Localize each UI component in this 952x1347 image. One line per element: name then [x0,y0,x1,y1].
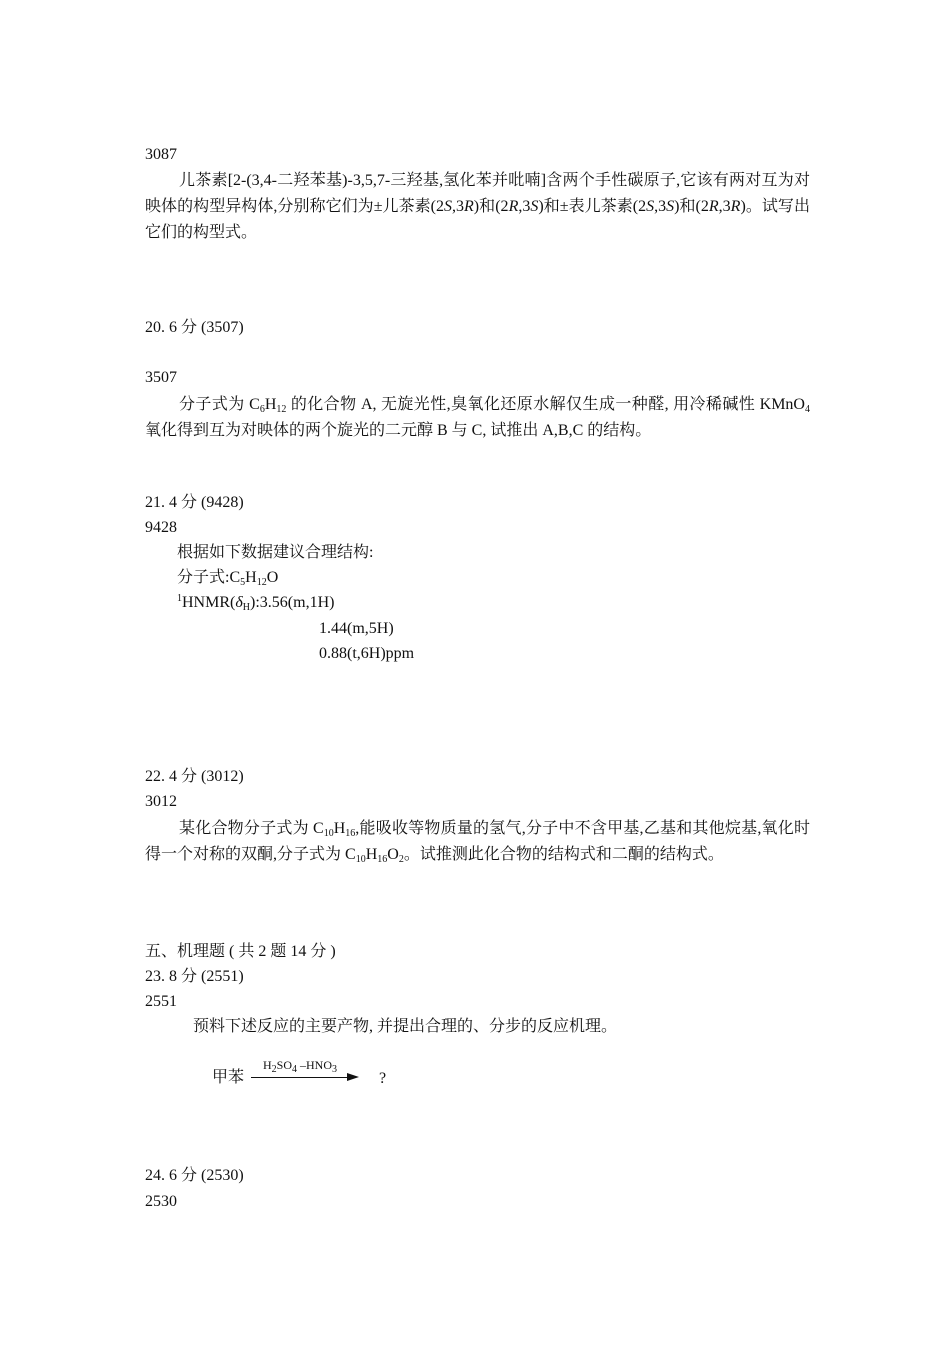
question-id-3012: 3012 [145,793,177,810]
nmr-peak-1: 3.56(m,1H) [259,594,335,611]
molecular-formula: 分子式$:C_5H_{12}O$ [177,569,279,588]
question-id-3507: 3507 [145,369,177,386]
arrow-head-icon [347,1073,359,1081]
reaction-reagents: $H_2SO_4$ $-HNO_3$ [263,1058,338,1075]
question-23-text: 预料下述反应的主要产物, 并提出合理的、分步的反应机理。 [193,1018,618,1035]
question-id-9428: 9428 [145,519,177,536]
nmr-peak-3: 0.88(t,6H)ppm [319,645,415,662]
question-20-header: 20. 6 分 (3507) [145,319,244,336]
arrow-shaft [251,1077,349,1078]
question-24-header: 24. 6 分 (2530) [145,1167,244,1184]
question-id-2530: 2530 [145,1193,177,1210]
nmr-peak-2: 1.44(m,5H) [319,620,394,637]
question-21-header: 21. 4 分 (9428) [145,494,244,511]
reactant-toluene: 甲苯 [212,1069,245,1086]
question-20-text: 分子式为 $C_6H_{12}$ 的化合物 A, 无旋光性,臭氧化还原水解仅生成一种醛, 用冷稀碱性 KMnO$_4$ 氧化得到互为对映体的两个旋光的二元醇 B 与 C, 试推出 A,B,C 的结构。 [145,396,810,439]
question-22-text: 某化合物分子式为 $C_{10}H_{16}$,能吸收等物质量的氢气,分子中不含甲基,乙基和其他烷基,氧化时得一个对称的双酮,分子式为 $C_{10}H_{16}O_2$。试推测此化合物的结构式和二酮的结构式。 [145,820,810,865]
question-21-intro: 根据如下数据建议合理结构: [177,544,374,561]
reaction-product: ? [379,1070,387,1087]
question-22-header: 22. 4 分 (3012) [145,768,244,785]
question-3087-text: 儿茶素[2-(3,4-二羟苯基)-3,5,7-三羟基,氢化苯并吡喃]含两个手性碳原子,它该有两对互为对映体的构型异构体,分别称它们为±儿茶素(2S,3R)和(2R,3S)和±表儿茶素(2S,3S)和(2R,3R)。试写出它们的构型式。 [145,172,810,241]
question-id-2551: 2551 [145,993,177,1010]
section-5-title: 五、机理题 ( 共 2 题 14 分 ) [145,943,336,960]
question-23-header: 23. 8 分 (2551) [145,968,244,985]
reaction-arrow [249,1058,361,1088]
question-id-3087: 3087 [145,146,177,163]
nmr-label: $^1HNMR(\delta_H):3.56(m,1H)$ [177,593,335,613]
